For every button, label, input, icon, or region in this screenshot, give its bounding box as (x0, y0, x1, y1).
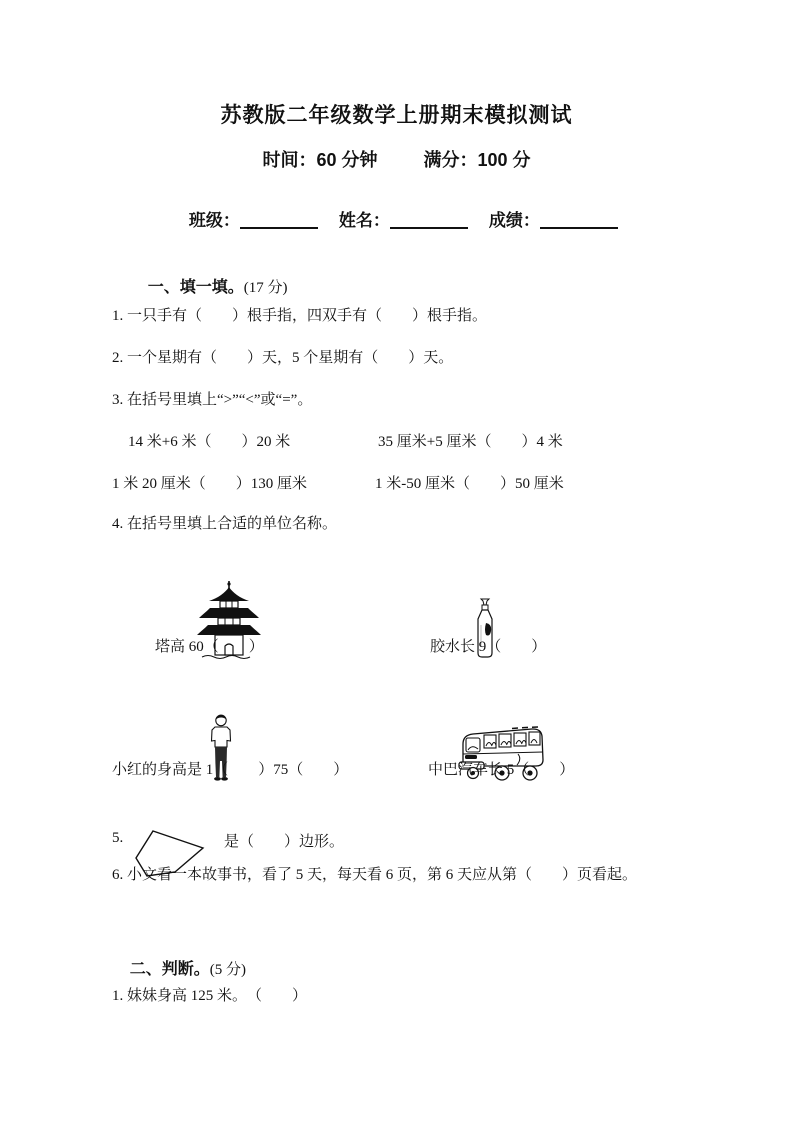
q4-caption-minibus: 中巴汽车长 5（ ） (428, 762, 575, 778)
question-5-number: 5. (112, 830, 124, 846)
section2-heading-text: 二、判断。 (129, 961, 210, 978)
question-2: 2. 一个星期有（ ）天，5 个星期有（ ）天。 (112, 350, 454, 366)
student-info-line (170, 186, 618, 251)
name-blank-line (390, 209, 468, 229)
result-blank-line (540, 209, 618, 229)
person-illustration-icon (204, 677, 238, 821)
question-4: 4. 在括号里填上合适的单位名称。 (112, 516, 338, 532)
q3-item-4: 1 米-50 厘米（ ）50 厘米 (375, 476, 564, 492)
glue-bottle-illustration-icon (472, 561, 498, 695)
q3-item-2: 35 厘米+5 厘米（ ）4 米 (378, 434, 563, 450)
minibus-illustration-icon (456, 686, 550, 820)
name-label: 姓名： (338, 211, 390, 230)
q3-item-1: 14 米+6 米（ ）20 米 (128, 434, 291, 450)
pentagon-shape-icon (132, 788, 208, 920)
meta-line (0, 146, 793, 172)
class-label: 班级： (188, 211, 240, 230)
section1-heading-text: 一、填一填。 (147, 279, 244, 296)
pagoda-illustration-icon (196, 544, 262, 698)
section2-question-1: 1. 妹妹身高 125 米。 （ ） (112, 988, 308, 1004)
section2-points: (5 分) (209, 962, 247, 978)
question-6: 6. 小文看一本故事书，看了 5 天，每天看 6 页，第 6 天应从第（ ）页看起。 (112, 867, 638, 883)
class-blank-line (240, 209, 318, 229)
doc-title: 苏教版二年级数学上册期末模拟测试 (220, 104, 573, 127)
q3-item-3: 1 米 20 厘米（ ）130 厘米 (112, 476, 308, 492)
full-score-label: 满分：100 分 (423, 150, 531, 170)
time-label: 时间：60 分钟 (262, 150, 378, 170)
question-3: 3. 在括号里填上“>”“<”或“=”。 (112, 392, 313, 408)
q4-caption-pagoda: 塔高 60（ ） (155, 639, 264, 655)
question-5-text: 是（ ）边形。 (224, 834, 345, 850)
question-1: 1. 一只手有（ ）根手指，四双手有（ ）根手指。 (112, 308, 488, 324)
q4-caption-glue: 胶水长 9（ ） (430, 639, 547, 655)
q4-caption-person: 小红的身高是 1（ ）75（ ） (112, 762, 349, 778)
result-label: 成绩： (488, 211, 540, 230)
section1-points: (17 分) (243, 280, 288, 296)
